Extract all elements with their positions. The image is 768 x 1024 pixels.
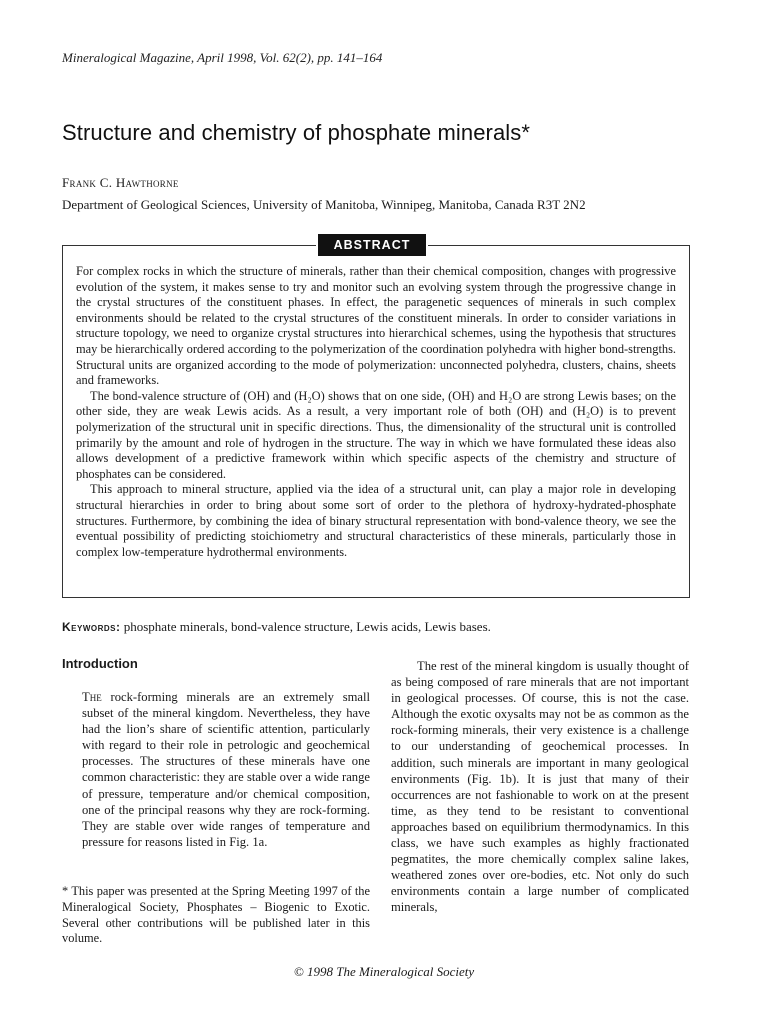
author-name: Frank C. Hawthorne (62, 175, 179, 190)
introduction-left-text: rock-forming minerals are an extremely small subset of the mineral kingdom. Nevertheless, they have had the lion’s share of scientific attention, particularly with regard to their role in petrologic and geochemical processes. The structures of these minerals have one common characteristic: they are stable over a wide range of pressure, temperature and/or chemical composition, one of the principal reasons why they are rock-forming. They are stable over wide ranges of temperature and pressure for reasons listed in Fig. 1a. (82, 690, 370, 849)
keywords-line (62, 619, 702, 635)
abstract-rule-left (62, 245, 316, 246)
abstract-paragraph: The bond-valence structure of (OH) and (H₂O) shows that on one side, (OH) and H₂O are strong Lewis bases; on the other side, they are weak Lewis acids. As a result, a very important role of both (OH) and (H₂O) is to prevent polymerization of the structural unit in specific directions. Thus, the dimensionality of the structural unit is controlled primarily by the amount and role of hydrogen in the structure. The way in which we have formulated these ideas also allows development of a predictive framework within which specific aspects of the chemistry and structure of phosphates can be considered. (76, 388, 676, 481)
copyright-notice: © 1998 The Mineralogical Society (293, 964, 475, 979)
abstract-paragraph: This approach to mineral structure, applied via the idea of a structural unit, can play a major role in developing structural hierarchies in order to bring about some sort of order to the plethora of hydroxy-hydrated-phosphate structures. Furthermore, by combining the idea of binary structural representation with bond-valence theory, we see the eventual possibility of predicting stoichiometry and structural characteristics of these minerals, particularly those in complex low-temperature hydrothermal environments. (76, 482, 676, 559)
abstract-rule-right (428, 245, 690, 246)
introduction-right-column: The rest of the mineral kingdom is usually thought of as being composed of rare minerals that are not important in geological processes. Of course, this is not the case. Although the exotic oxysalts may not be as common as the rock-forming minerals, their very existence is a challenge to our understanding of geochemical processes. In addition, such minerals are important in many geological environments (Fig. 1b). It is just that many of their occurrences are not fashionable to work on at the present time, as they tend to be resistant to conventional approaches based on equilibrium thermodynamics. In this class, we have such examples as highly fractionated pegmatites, the more chemically complex saline lakes, weathered zones over ore-bodies, etc. Not only do such environments contain a large number of complicated minerals, (391, 659, 689, 915)
article-title: Structure and chemistry of phosphate minerals* (62, 120, 531, 145)
footnote: * This paper was presented at the Spring Meeting 1997 of the Mineralogical Society, Phosphates – Biogenic to Exotic. Several other contributions will be published later in this volume. (62, 884, 370, 946)
keywords-label: Keywords: (62, 620, 121, 634)
author-affiliation: Department of Geological Sciences, University of Manitoba, Winnipeg, Manitoba, Canada R3T 2N2 (62, 197, 586, 212)
abstract-text (76, 264, 676, 560)
keywords-text: phosphate minerals, bond-valence structure, Lewis acids, Lewis bases. (123, 619, 491, 634)
journal-citation: Mineralogical Magazine, April 1998, Vol. 62(2), pp. 141–164 (62, 50, 383, 65)
abstract-paragraph: For complex rocks in which the structure of minerals, rather than their chemical composition, changes with progressive evolution of the system, it makes sense to try and monitor such an evolving system through the progressive change in the crystal structures of the constituent phases. In effect, the paragenetic sequences of minerals in such complex environments should be related to the crystal structures of the constituent minerals. In order to consider variations in structure topology, we need to organize crystal structures into hierarchical schemes, using the hypothesis that structures may be hierarchically ordered according to the polymerization of the coordination polyhedra with higher bond-strengths. Structural units are organized according to the mode of polymerization: unconnected polyhedra, clusters, chains, sheets and frameworks. (76, 264, 676, 388)
introduction-left-column (82, 689, 370, 850)
introduction-heading: Introduction (62, 656, 138, 671)
abstract-label: ABSTRACT (318, 234, 426, 256)
introduction-first-word: The (82, 690, 102, 704)
